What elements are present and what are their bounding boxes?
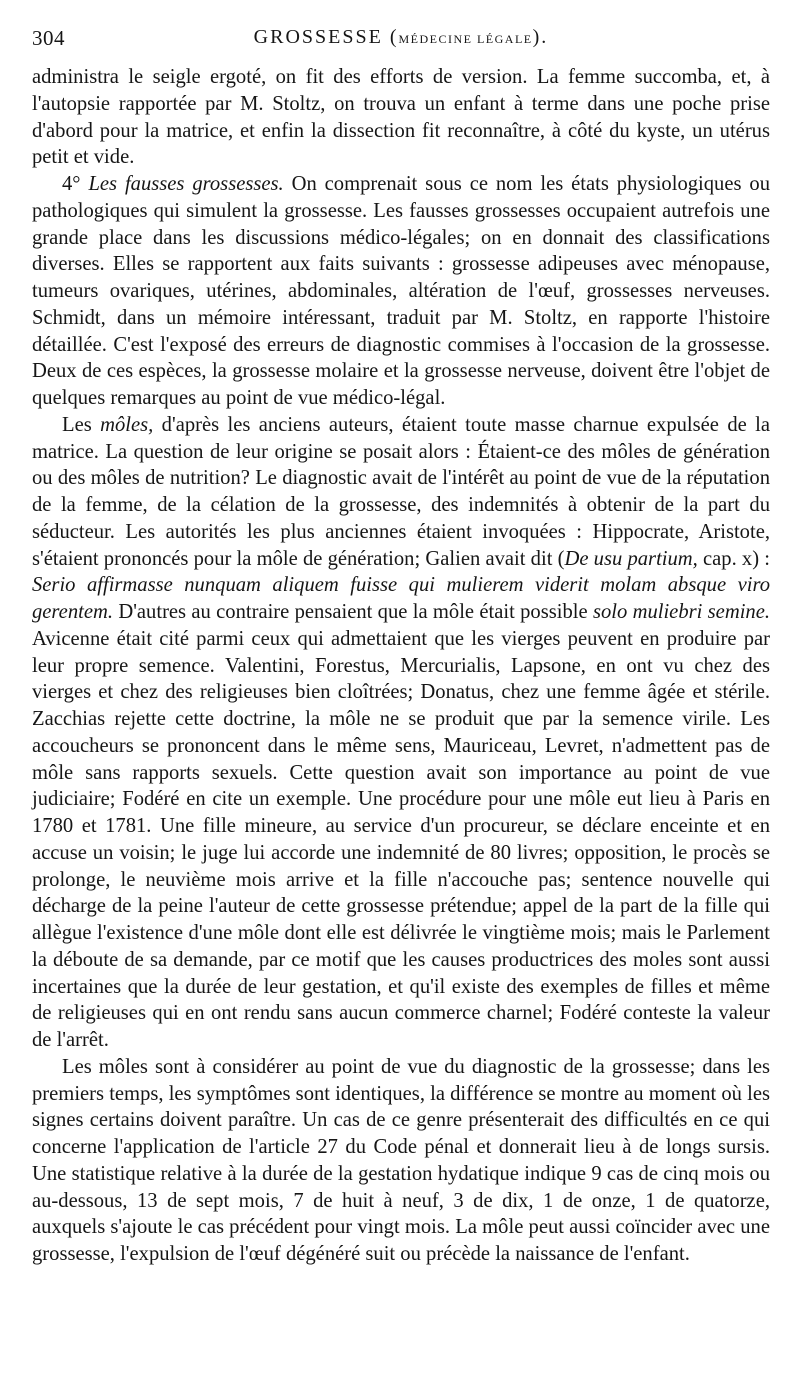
text-segment: administra le seigle ergoté, on fit des efforts de version. La femme succomba, et, à l'autopsie rapportée par M. Stoltz, on trouva un enfant à terme dans une poche prise d'abord pour la matrice, et enfin la dissection fit reconnaître, à côté du kyste, un utérus petit et vide.	[32, 66, 770, 169]
text-segment: Avicenne était cité parmi ceux qui admettaient que les vierges peuvent en produire par leur propre semence. Valentini, Forestus, Mercurialis, Lapsone, en ont vu chez des vierges et chez des religieuses bien cloîtrées; Donatus, chez une femme âgée et stérile. Zacchias rejette cette doctrine, la môle ne se produit que par la semence virile. Les accoucheurs se prononcent dans le même sens, Mauriceau, Levret, n'admettent pas de môle sans rapports sexuels. Cette question avait son importance au point de vue judiciaire; Fodéré en cite un exemple. Une procédure pour une môle eut lieu à Paris en 1780 et 1781. Une fille mineure, au service d'un procureur, se déclare enceinte et en accuse un voisin; le juge lui accorde une indemnité de 80 livres; opposition, le procès se prolonge, le neuvième mois arrive et la fille n'accouche pas; sentence nouvelle qui décharge de la peine l'auteur de cette grossesse prétendue; appel de la part de la fille qui allègue l'existence d'une môle dont elle est délivrée le vingtième mois; mais le Parlement la déboute de sa demande, par ce motif que les causes productrices des moles sont aussi incertaines que la durée de leur gestation, et qu'il existe des exemples de filles et même de religieuses qui en ont rendu sans aucun commerce charnel; Fodéré conteste la valeur de l'arrêt.	[32, 627, 770, 1051]
text-segment: Les	[62, 413, 101, 436]
text-segment: cap. x) :	[697, 547, 770, 570]
running-title-sub: MÉDECINE LÉGALE	[398, 32, 533, 46]
italic-text: solo muliebri semine.	[592, 601, 770, 623]
text-segment: d'après les anciens auteurs, étaient toute masse charnue expulsée de la matrice. La question de leur origine se posait alors : Étaient-ce des môles de génération ou des môles de nutrition? Le diagnostic avait de l'intérêt au point de vue de la réputation de la femme, de la célation de la grossesse, des indemnités à obtenir de la part du séducteur. Les autorités les plus anciennes étaient invoquées : Hippocrate, Aristote, s'étaient prononcés pour la môle de génération; Galien avait dit (	[32, 413, 770, 570]
running-title-main: GROSSESSE (	[253, 26, 399, 48]
text-segment: D'autres au contraire pensaient que la môle était possible	[113, 601, 593, 623]
paragraph-1	[32, 64, 770, 171]
italic-text: De usu partium,	[564, 547, 698, 570]
body-text	[32, 64, 770, 1268]
italic-text: môles,	[100, 413, 154, 436]
text-segment: Les môles sont à considérer au point de vue du diagnostic de la grossesse; dans les premiers temps, les symptômes sont identiques, la différence se montre au moment où les signes certains doivent paraître. Un cas de ce genre présenterait des difficultés en ce qui concerne l'application de l'article 27 du Code pénal et donnerait lieu à de longs sursis. Une statistique relative à la durée de la gestation hydatique indique 9 cas de cinq mois ou au-dessous, 13 de sept mois, 7 de huit à neuf, 3 de dix, 1 de onze, 1 de quatorze, auxquels s'ajoute le cas précédent pour vingt mois. La môle peut aussi coïncider avec une grossesse, l'expulsion de l'œuf dégénéré suit ou précède la naissance de l'enfant.	[32, 1055, 770, 1265]
paragraph-2	[32, 171, 770, 412]
text-segment: 4°	[62, 173, 89, 195]
running-title-close: ).	[532, 26, 549, 48]
italic-text: Serio affirmasse nunquam aliquem fuisse qui mulierem viderit molam absque viro gerentem.	[32, 574, 770, 623]
paragraph-3	[32, 412, 770, 1054]
running-title	[32, 26, 770, 49]
text-segment: On comprenait sous ce nom les états physiologiques ou pathologiques qui simulent la grossesse. Les fausses grossesses occupaient autrefois une grande place dans les discussions médico-légales; on en donnait des classifications diverses. Elles se rapportent aux faits suivants : grossesse adipeuses avec ménopause, tumeurs ovariques, utérines, abdominales, altération de l'œuf, grossesses nerveuses. Schmidt, dans un mémoire intéressant, traduit par M. Stoltz, en rapporte l'histoire détaillée. C'est l'exposé des erreurs de diagnostic commises à l'occasion de la grossesse. Deux de ces espèces, la grossesse molaire et la grossesse nerveuse, doivent être l'objet de quelques remarques au point de vue médico-légal.	[32, 173, 770, 409]
italic-text: Les fausses grossesses.	[88, 173, 284, 195]
paragraph-4	[32, 1054, 770, 1268]
running-head	[32, 26, 770, 56]
page-number: 304	[32, 26, 65, 50]
